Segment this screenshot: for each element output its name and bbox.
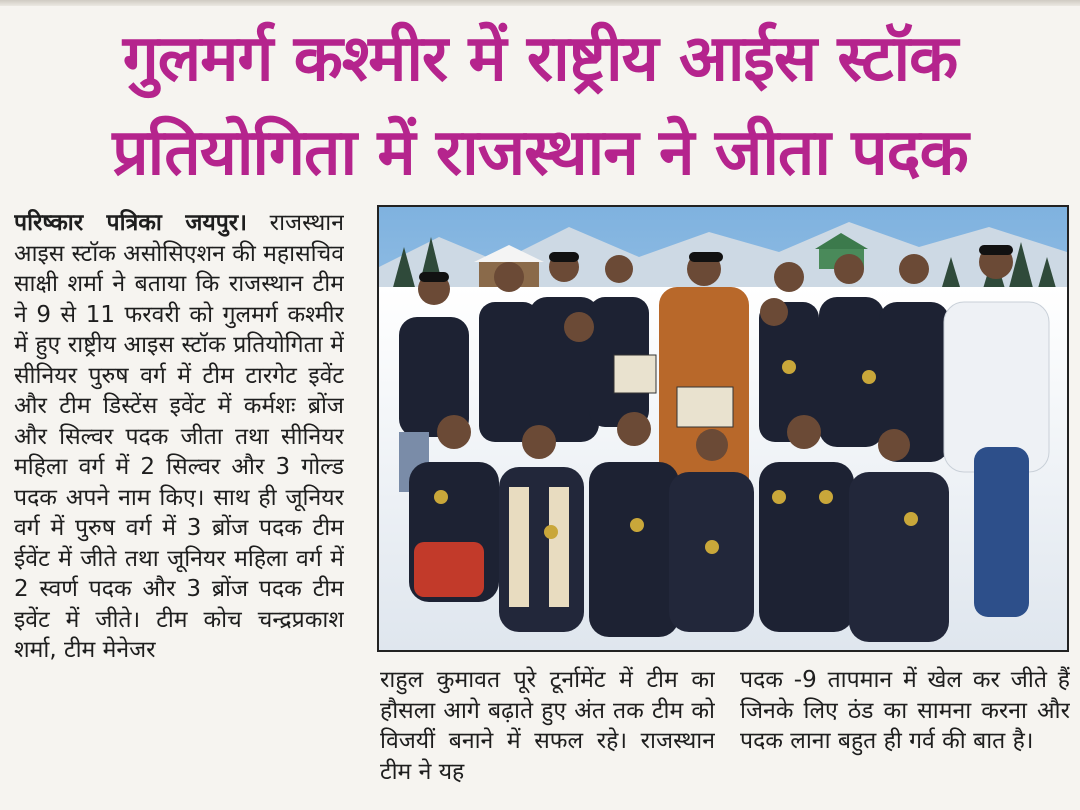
dateline: परिष्कार पत्रिका जयपुर। <box>14 210 247 236</box>
article-column-1-text: राजस्थान आइस स्टॉक असोसिएशन की महासचिव साक्षी शर्मा ने बताया कि राजस्थान टीम ने 9 से 11 फरवरी को गुलमर्ग कश्मीर में हुए राष्ट्रीय आइस स्टॉक प्रतियोगिता में सीनियर पुरुष वर्ग में टीम टारगेट इवेंट और टीम डिस्टेंस इवेंट में कर्मशः ब्रोंज और सिल्वर पदक जीता तथा सीनियर महिला वर्ग में 2 सिल्वर और 3 गोल्ड पदक अपने नाम किए। साथ ही जूनियर वर्ग में पुरुष वर्ग में 3 ब्रोंज पदक टीम ईवेंट में जीते तथा जूनियर महिला वर्ग में 2 स्वर्ण पदक और 3 ब्रोंज पदक टीम इवेंट में जीते। टीम कोच चन्द्रप्रकाश शर्मा, टीम मेनेजर <box>14 210 344 663</box>
article-column-1 <box>14 208 344 808</box>
headline-line-1: गुलमर्ग कश्मीर में राष्ट्रीय आईस स्टॉक <box>122 22 958 96</box>
article-column-2: राहुल कुमावत पूरे टूर्नामेंट में टीम का हौसला आगे बढ़ाते हुए अंत तक टीम को विजयीं बनाने में सफल रहे। राजस्थान टीम ने यह <box>380 667 715 785</box>
team-photo-illustration <box>379 207 1067 650</box>
page-top-edge <box>0 0 1080 6</box>
team-photo <box>377 205 1069 652</box>
headline <box>0 12 1080 200</box>
headline-line-2: प्रतियोगिता में राजस्थान ने जीता पदक <box>112 116 968 190</box>
article-column-3: पदक -9 तापमान में खेल कर जीते हैं जिनके लिए ठंड का सामना करना और पदक लाना बहुत ही गर्व की बात है। <box>740 667 1070 754</box>
